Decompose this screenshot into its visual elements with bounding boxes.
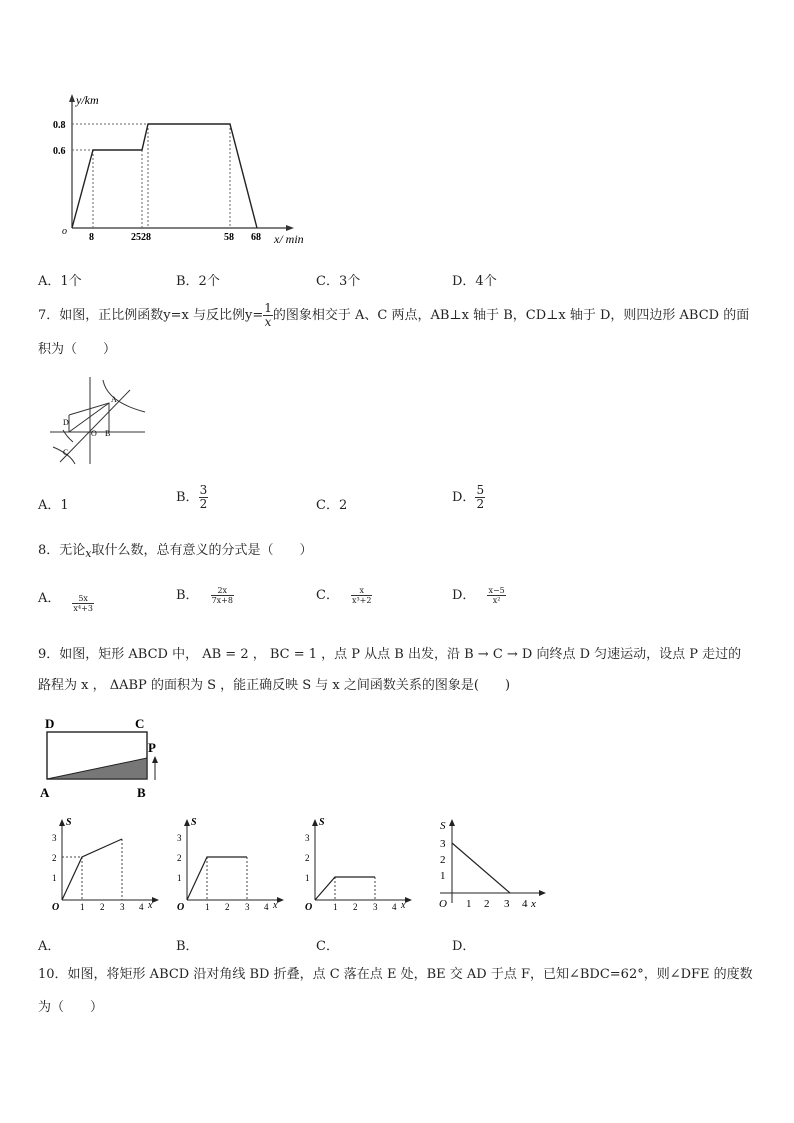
q7-option-b-den: 2 xyxy=(199,497,208,511)
q8-option-d-num: x−5 xyxy=(488,586,505,595)
q9-rectangle-figure xyxy=(35,712,170,804)
q10-stem-line2: 为（ ） xyxy=(38,1000,104,1015)
q6-y-tick: 0.8 xyxy=(53,120,66,131)
q8-option-a[interactable] xyxy=(38,584,94,613)
q6-option-a[interactable]: A．1个 xyxy=(38,274,82,289)
q9-gb-o: O xyxy=(177,902,185,913)
q6-option-c[interactable]: C．3个 xyxy=(316,274,361,289)
q9-graph-c xyxy=(293,815,418,915)
q9-stem-line2: 路程为 x ， ΔABP 的面积为 S ，能正确反映 S 与 x 之间函数关系的图象是( ) xyxy=(38,678,511,693)
q8-option-b-den: 7x+8 xyxy=(211,596,233,605)
q9-gc-tick2: 2 xyxy=(305,853,310,863)
q7-label-c: C xyxy=(63,448,69,457)
q9-gc-tick1: 1 xyxy=(305,873,310,883)
q9-ga-tick1: 1 xyxy=(52,873,57,883)
q9-ga-tick3: 3 xyxy=(52,833,57,843)
q9-gd-o: O xyxy=(439,898,447,910)
q7-label-o: O xyxy=(91,429,97,438)
q8-option-b-num: 2x xyxy=(211,586,234,596)
q6-origin-label: o xyxy=(62,226,67,237)
q9-label-p: P xyxy=(148,740,156,755)
q9-gb-tick3: 3 xyxy=(177,833,182,843)
q7-fraction xyxy=(263,302,273,329)
q10-stem-line1: 10．如图，将矩形 ABCD 沿对角线 BD 折叠，点 C 落在点 E 处，BE 交 AD 于点 F，已知∠BDC=62°，则∠DFE 的度数 xyxy=(38,967,753,982)
q9-gc-xtick2: 2 xyxy=(353,902,358,912)
q7-option-b-prefix: B． xyxy=(176,490,199,505)
q7-stem xyxy=(38,302,749,329)
q6-option-b[interactable]: B．2个 xyxy=(176,274,220,289)
q7-frac-den: x xyxy=(264,315,272,329)
q8-option-c[interactable] xyxy=(316,584,372,605)
q6-x-tick: 8 xyxy=(89,232,94,243)
q9-gd-xtick2: 2 xyxy=(484,898,490,910)
q9-gb-xtick1: 1 xyxy=(205,902,210,912)
q9-ga-tick2: 2 xyxy=(52,853,57,863)
q9-option-d[interactable]: D． xyxy=(452,939,476,954)
q8-option-c-num: x xyxy=(351,586,373,596)
q6-y-axis-label: y/km xyxy=(76,93,99,107)
q9-gd-tick1: 1 xyxy=(440,870,446,882)
q9-gd-s: S xyxy=(440,820,446,832)
q9-gb-xtick4: 4 xyxy=(264,902,269,912)
q8-option-b-prefix: B． xyxy=(176,588,199,603)
q9-gc-xtick1: 1 xyxy=(333,902,338,912)
q9-gb-tick1: 1 xyxy=(177,873,182,883)
q9-option-b[interactable]: B． xyxy=(176,939,199,954)
q7-option-d-den: 2 xyxy=(476,497,485,511)
q7-label-b: B xyxy=(105,429,111,438)
q7-figure xyxy=(45,372,155,467)
q7-option-d-prefix: D． xyxy=(452,490,476,505)
q6-x-tick: 2528 xyxy=(131,232,151,243)
q7-option-b-num: 3 xyxy=(199,483,208,497)
q9-option-c[interactable]: C． xyxy=(316,939,339,954)
q7-option-b[interactable] xyxy=(176,484,208,511)
q7-option-d-num: 5 xyxy=(476,483,485,497)
q7-frac-num: 1 xyxy=(264,301,272,315)
q6-y-tick: 0.6 xyxy=(53,146,66,157)
q7-option-c[interactable]: C．2 xyxy=(316,498,348,513)
q9-label-b: B xyxy=(137,785,146,800)
q9-gc-x: x xyxy=(401,900,406,911)
q8-option-b[interactable] xyxy=(176,584,234,605)
q9-gb-s: S xyxy=(191,817,197,828)
q9-gc-s: S xyxy=(319,817,325,828)
q9-ga-xtick3: 3 xyxy=(120,902,125,912)
q9-option-a[interactable]: A． xyxy=(38,939,61,954)
q8-option-d-prefix: D． xyxy=(452,588,476,603)
q9-gc-o: O xyxy=(305,902,313,913)
q9-ga-xtick4: 4 xyxy=(139,902,144,912)
q8-stem xyxy=(38,541,313,564)
q7-stem-part2: 的图象相交于 A、C 两点，AB⊥x 轴于 B，CD⊥x 轴于 D，则四边形 ABCD 的面 xyxy=(272,308,750,323)
q8-stem-part2: 取什么数，总有意义的分式是（ ） xyxy=(91,543,313,558)
q7-stem-line2: 积为（ ） xyxy=(38,342,117,357)
q9-gd-xtick3: 3 xyxy=(504,898,510,910)
q9-stem-line1: 9．如图，矩形 ABCD 中， AB = 2 ， BC = 1 ，点 P 从点 B 出发，沿 B → C → D 向终点 D 匀速运动，设点 P 走过的 xyxy=(38,647,742,662)
q8-option-d-den: x² xyxy=(492,596,501,605)
q9-gc-tick3: 3 xyxy=(305,833,310,843)
q7-option-a[interactable]: A．1 xyxy=(38,498,69,513)
q7-option-d[interactable] xyxy=(452,484,485,511)
q8-option-a-fraction xyxy=(72,594,94,613)
q8-stem-part1: 8．无论 xyxy=(38,543,86,558)
q9-ga-xtick2: 2 xyxy=(100,902,105,912)
q9-gd-xtick4: 4 xyxy=(522,898,528,910)
q8-option-c-fraction xyxy=(351,586,373,605)
q9-gc-xtick4: 4 xyxy=(392,902,397,912)
q6-x-axis-label: x/ min xyxy=(274,232,304,246)
q9-label-a: A xyxy=(40,785,50,800)
q9-ga-o: O xyxy=(52,902,60,913)
q9-gb-xtick2: 2 xyxy=(225,902,230,912)
q8-option-c-den: x³+2 xyxy=(351,596,372,605)
q6-option-d[interactable]: D．4个 xyxy=(452,274,497,289)
q8-option-a-prefix: A． xyxy=(38,591,61,606)
q6-distance-time-graph xyxy=(50,88,330,248)
q8-option-a-den: x⁴+3 xyxy=(73,604,93,613)
q9-ga-x: x xyxy=(148,900,153,911)
q9-gb-xtick3: 3 xyxy=(245,902,250,912)
q9-gd-x: x xyxy=(531,898,536,910)
q7-stem-part1: 7．如图，正比例函数y=x 与反比例y= xyxy=(38,308,264,323)
q9-ga-s: S xyxy=(66,817,72,828)
q9-gb-tick2: 2 xyxy=(177,853,182,863)
q9-graph-d xyxy=(430,815,555,915)
q9-gd-tick3: 3 xyxy=(440,838,446,850)
q8-option-d-fraction xyxy=(487,586,505,605)
q6-x-tick: 68 xyxy=(251,232,261,243)
q9-gb-x: x xyxy=(273,900,278,911)
q9-gc-xtick3: 3 xyxy=(373,902,378,912)
q9-ga-xtick1: 1 xyxy=(80,902,85,912)
q9-label-d: D xyxy=(45,716,55,731)
q9-label-c: C xyxy=(135,716,145,731)
q8-option-a-num: 5x xyxy=(72,594,94,604)
q9-graph-b xyxy=(165,815,290,915)
q9-graph-a xyxy=(40,815,165,915)
q8-option-d[interactable] xyxy=(452,584,506,605)
q7-option-b-fraction xyxy=(199,484,209,511)
q9-gd-xtick1: 1 xyxy=(466,898,472,910)
q8-option-b-fraction xyxy=(211,586,234,605)
q8-stem-var: x xyxy=(85,547,92,560)
q7-label-a: A xyxy=(111,395,117,404)
q7-option-d-fraction xyxy=(475,484,485,511)
q6-x-tick: 58 xyxy=(224,232,234,243)
q7-label-d: D xyxy=(63,418,69,427)
q8-option-c-prefix: C． xyxy=(316,588,339,603)
q9-gd-tick2: 2 xyxy=(440,854,446,866)
